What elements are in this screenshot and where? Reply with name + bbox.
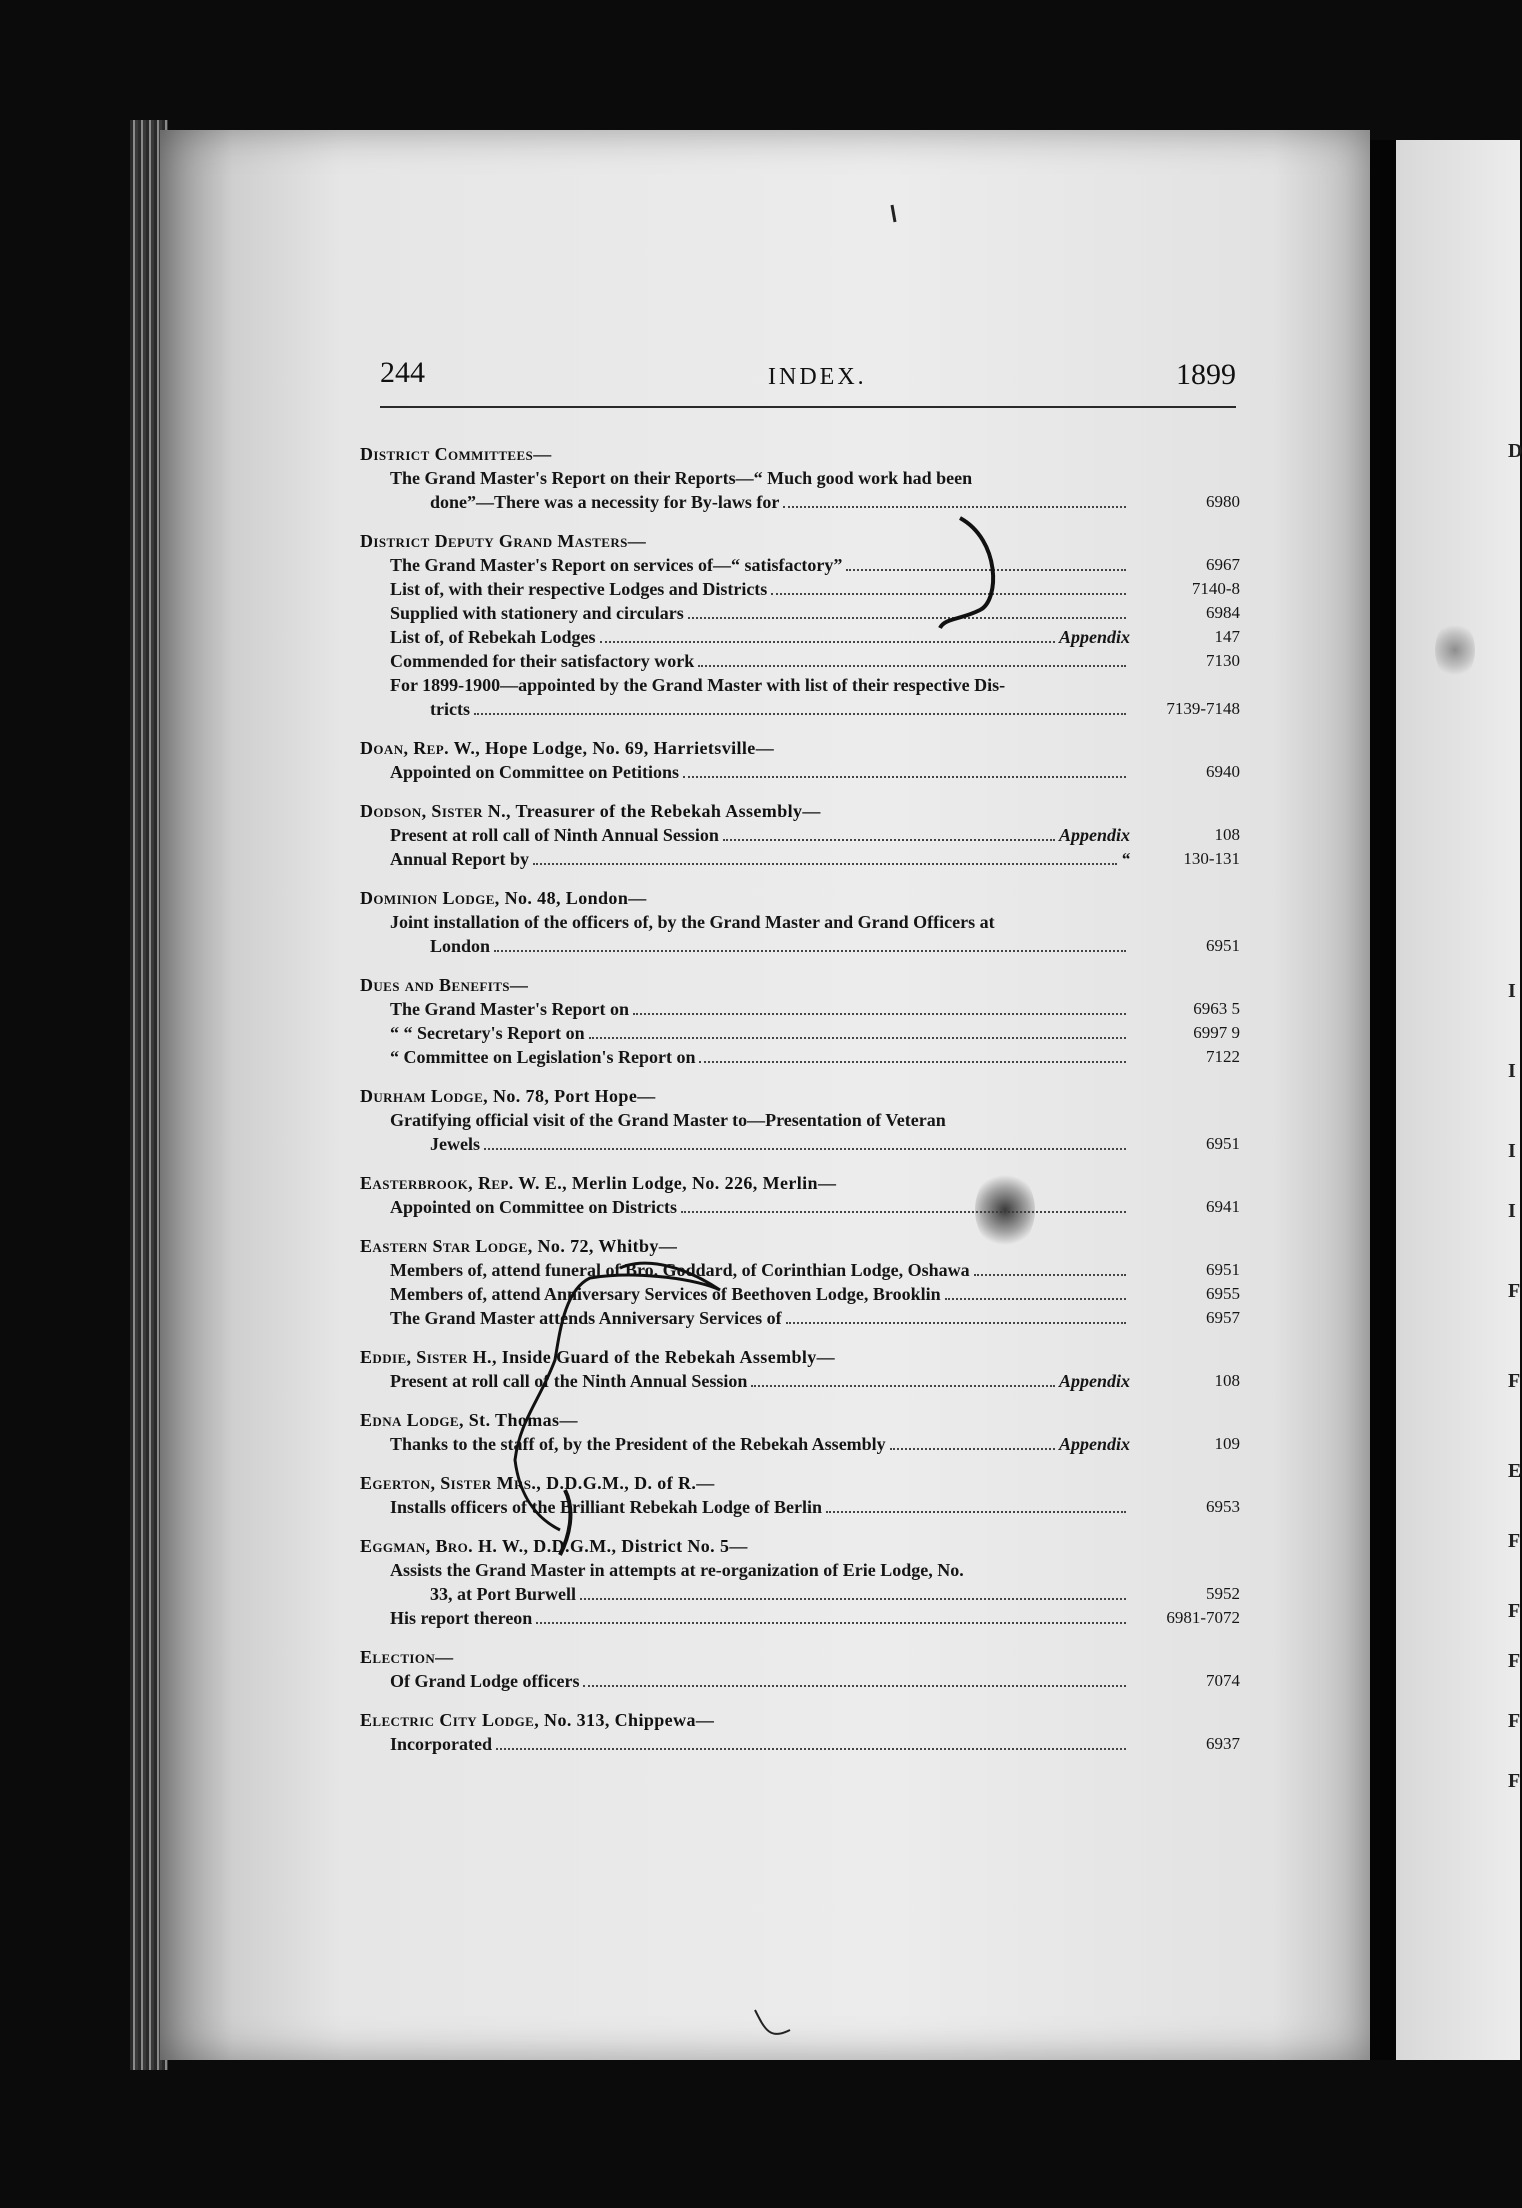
facing-page-letter: I <box>1508 1060 1516 1082</box>
page-reference: 108 <box>1214 825 1240 844</box>
page-reference: 6941 <box>1206 1197 1240 1216</box>
facing-page-letter: F <box>1508 1770 1521 1792</box>
facing-page-letter: F <box>1508 1710 1521 1732</box>
entry-line <box>360 1369 1240 1393</box>
entry-line <box>360 553 1240 577</box>
entry-heading: Dodson, Sister N., Treasurer of the Rebekah Assembly— <box>360 801 821 821</box>
dot-leader <box>846 569 1126 571</box>
index-entries <box>360 442 1240 1771</box>
entry-text: Commended for their satisfactory work <box>390 651 695 671</box>
entry-line <box>360 934 1240 958</box>
page-reference: 7122 <box>1206 1047 1240 1066</box>
entry-text: Thanks to the staff of, by the President of the Rebekah Assembly <box>390 1434 886 1454</box>
facing-page-letter: F <box>1508 1650 1521 1672</box>
entry-line <box>360 1669 1240 1693</box>
entry-heading: Eastern Star Lodge, No. 72, Whitby— <box>360 1236 678 1256</box>
entry-heading: Dues and Benefits— <box>360 975 529 995</box>
entry-line-wrapped: The Grand Master's Report on their Reports—“ Much good work had been <box>390 468 973 488</box>
page-reference: 6940 <box>1206 762 1240 781</box>
facing-page-letter: F <box>1508 1280 1521 1302</box>
dot-leader <box>945 1298 1126 1300</box>
facing-page-edge <box>1396 140 1520 2060</box>
entry-heading: Dominion Lodge, No. 48, London— <box>360 888 647 908</box>
book-gutter <box>1370 140 1396 2060</box>
dot-leader <box>683 776 1126 778</box>
entry-line <box>360 1132 1240 1156</box>
dot-leader <box>698 665 1126 667</box>
entry-line <box>360 760 1240 784</box>
entry-heading: Edna Lodge, St. Thomas— <box>360 1410 578 1430</box>
entry-text: tricts <box>430 699 470 719</box>
running-title: INDEX. <box>768 364 867 390</box>
entry-text: Members of, attend funeral of Bro. Goddard, of Corinthian Lodge, Oshawa <box>390 1260 970 1280</box>
page-reference: 6951 <box>1206 936 1240 955</box>
dot-leader <box>699 1061 1126 1063</box>
page-reference: 6955 <box>1206 1284 1240 1303</box>
ink-smudge <box>1435 620 1475 680</box>
entry-text: London <box>430 936 491 956</box>
page-reference: 6951 <box>1206 1260 1240 1279</box>
entry-line <box>360 601 1240 625</box>
entry-line <box>360 649 1240 673</box>
entry-note: Appendix <box>1058 1371 1130 1391</box>
dot-leader <box>494 950 1126 952</box>
entry-text: Installs officers of the Brilliant Rebekah Lodge of Berlin <box>390 1497 822 1517</box>
entry-text: His report thereon <box>390 1608 533 1628</box>
index-entry <box>360 1345 1240 1393</box>
ink-smudge <box>975 1170 1035 1250</box>
index-entry <box>360 1171 1240 1219</box>
entry-heading: Durham Lodge, No. 78, Port Hope— <box>360 1086 656 1106</box>
facing-page-letter: I <box>1508 1140 1516 1162</box>
entry-line-wrapped: Gratifying official visit of the Grand Master to—Presentation of Veteran <box>390 1110 946 1130</box>
entry-line <box>360 1432 1240 1456</box>
dot-leader <box>496 1748 1126 1750</box>
entry-heading: Electric City Lodge, No. 313, Chippewa— <box>360 1710 715 1730</box>
index-entry <box>360 973 1240 1069</box>
entry-heading: Eggman, Bro. H. W., D.D.G.M., District No. 5— <box>360 1536 748 1556</box>
page-reference: 5952 <box>1206 1584 1240 1603</box>
entry-note: Appendix <box>1058 1434 1130 1454</box>
entry-line <box>360 1195 1240 1219</box>
entry-text: Appointed on Committee on Petitions <box>390 762 679 782</box>
entry-heading: Doan, Rep. W., Hope Lodge, No. 69, Harrietsville— <box>360 738 775 758</box>
index-entry <box>360 529 1240 721</box>
entry-line <box>360 625 1240 649</box>
entry-text: Annual Report by <box>390 849 530 869</box>
page-reference: 6963 5 <box>1193 999 1240 1018</box>
facing-page-letter: D <box>1508 440 1522 462</box>
year: 1899 <box>1176 358 1236 391</box>
entry-text: done”—There was a necessity for By-laws for <box>430 492 780 512</box>
entry-text: Of Grand Lodge officers <box>390 1671 580 1691</box>
dot-leader <box>890 1448 1055 1450</box>
entry-line <box>360 1258 1240 1282</box>
page-reference: 7130 <box>1206 651 1240 670</box>
entry-line <box>360 1606 1240 1630</box>
index-entry <box>360 1708 1240 1756</box>
entry-text: “ Committee on Legislation's Report on <box>390 1047 696 1067</box>
entry-line <box>360 1732 1240 1756</box>
page-reference: 109 <box>1214 1434 1240 1453</box>
facing-page-letter: I <box>1508 980 1516 1002</box>
entry-line <box>360 847 1240 871</box>
index-entry <box>360 1408 1240 1456</box>
page-reference: 6984 <box>1206 603 1240 622</box>
entry-text: Incorporated <box>390 1734 492 1754</box>
dot-leader <box>826 1511 1126 1513</box>
page-reference: 108 <box>1214 1371 1240 1390</box>
dot-leader <box>600 641 1055 643</box>
facing-page-letter: I <box>1508 1200 1516 1222</box>
page-reference: 6980 <box>1206 492 1240 511</box>
index-entry <box>360 1645 1240 1693</box>
index-entry <box>360 1471 1240 1519</box>
page-reference: 130-131 <box>1183 849 1240 868</box>
dot-leader <box>786 1322 1126 1324</box>
entry-line <box>360 697 1240 721</box>
dot-leader <box>533 863 1117 865</box>
entry-line <box>360 1495 1240 1519</box>
entry-text: The Grand Master's Report on <box>390 999 629 1019</box>
dot-leader <box>751 1385 1055 1387</box>
page-reference: 6981-7072 <box>1166 1608 1240 1627</box>
page-reference: 147 <box>1214 627 1240 646</box>
entry-text: Appointed on Committee on Districts <box>390 1197 677 1217</box>
entry-text: List of, with their respective Lodges and Districts <box>390 579 768 599</box>
page-number: 244 <box>380 356 425 389</box>
entry-text: Present at roll call of Ninth Annual Session <box>390 825 719 845</box>
entry-note: “ <box>1121 849 1130 869</box>
page-reference: 6997 9 <box>1193 1023 1240 1042</box>
facing-page-letter: F <box>1508 1530 1521 1552</box>
entry-text: 33, at Port Burwell <box>430 1584 576 1604</box>
index-entry <box>360 442 1240 514</box>
page-reference: 6953 <box>1206 1497 1240 1516</box>
entry-line-wrapped: For 1899-1900—appointed by the Grand Master with list of their respective Dis- <box>390 675 1006 695</box>
entry-text: List of, of Rebekah Lodges <box>390 627 596 647</box>
dot-leader <box>589 1037 1126 1039</box>
index-entry <box>360 736 1240 784</box>
dot-leader <box>688 617 1126 619</box>
page-header <box>380 356 1236 408</box>
entry-line <box>360 1045 1240 1069</box>
dot-leader <box>484 1148 1126 1150</box>
index-entry <box>360 1084 1240 1156</box>
page-reference: 7074 <box>1206 1671 1240 1690</box>
entry-line <box>360 823 1240 847</box>
entry-text: Supplied with stationery and circulars <box>390 603 684 623</box>
dot-leader <box>723 839 1055 841</box>
page-reference: 7139-7148 <box>1166 699 1240 718</box>
entry-text: Members of, attend Anniversary Services of Beethoven Lodge, Brooklin <box>390 1284 941 1304</box>
dot-leader <box>633 1013 1126 1015</box>
entry-text: The Grand Master attends Anniversary Services of <box>390 1308 782 1328</box>
entry-line <box>360 1582 1240 1606</box>
dot-leader <box>580 1598 1126 1600</box>
dot-leader <box>536 1622 1126 1624</box>
facing-page-letter: F <box>1508 1370 1521 1392</box>
index-entry <box>360 799 1240 871</box>
entry-line <box>360 997 1240 1021</box>
page-reference: 6957 <box>1206 1308 1240 1327</box>
page-reference: 6951 <box>1206 1134 1240 1153</box>
entry-heading: Election— <box>360 1647 454 1667</box>
entry-heading: District Committees— <box>360 444 552 464</box>
entry-heading: Eddie, Sister H., Inside Guard of the Rebekah Assembly— <box>360 1347 836 1367</box>
dot-leader <box>974 1274 1126 1276</box>
entry-heading: Egerton, Sister Mrs., D.D.G.M., D. of R.— <box>360 1473 715 1493</box>
index-entry <box>360 886 1240 958</box>
entry-line-wrapped: Assists the Grand Master in attempts at re-organization of Erie Lodge, No. <box>390 1560 964 1580</box>
dot-leader <box>474 713 1126 715</box>
index-entry <box>360 1234 1240 1330</box>
entry-line <box>360 1282 1240 1306</box>
index-entry <box>360 1534 1240 1630</box>
page-reference: 6967 <box>1206 555 1240 574</box>
entry-heading: District Deputy Grand Masters— <box>360 531 647 551</box>
entry-text: The Grand Master's Report on services of—“ satisfactory” <box>390 555 843 575</box>
entry-text: Jewels <box>430 1134 480 1154</box>
dot-leader <box>681 1211 1126 1213</box>
dot-leader <box>771 593 1126 595</box>
entry-line <box>360 577 1240 601</box>
page-reference: 7140-8 <box>1191 579 1240 598</box>
entry-note: Appendix <box>1058 627 1130 647</box>
entry-text: “ “ Secretary's Report on <box>390 1023 585 1043</box>
entry-line <box>360 1021 1240 1045</box>
facing-page-letter: F <box>1508 1600 1521 1622</box>
dot-leader <box>783 506 1126 508</box>
entry-line <box>360 490 1240 514</box>
facing-page-letter: E <box>1508 1460 1522 1482</box>
entry-text: Present at roll call of the Ninth Annual Session <box>390 1371 748 1391</box>
entry-note: Appendix <box>1058 825 1130 845</box>
entry-line <box>360 1306 1240 1330</box>
page-reference: 6937 <box>1206 1734 1240 1753</box>
entry-heading: Easterbrook, Rep. W. E., Merlin Lodge, No. 226, Merlin— <box>360 1173 837 1193</box>
dot-leader <box>583 1685 1126 1687</box>
entry-line-wrapped: Joint installation of the officers of, by the Grand Master and Grand Officers at <box>390 912 995 932</box>
